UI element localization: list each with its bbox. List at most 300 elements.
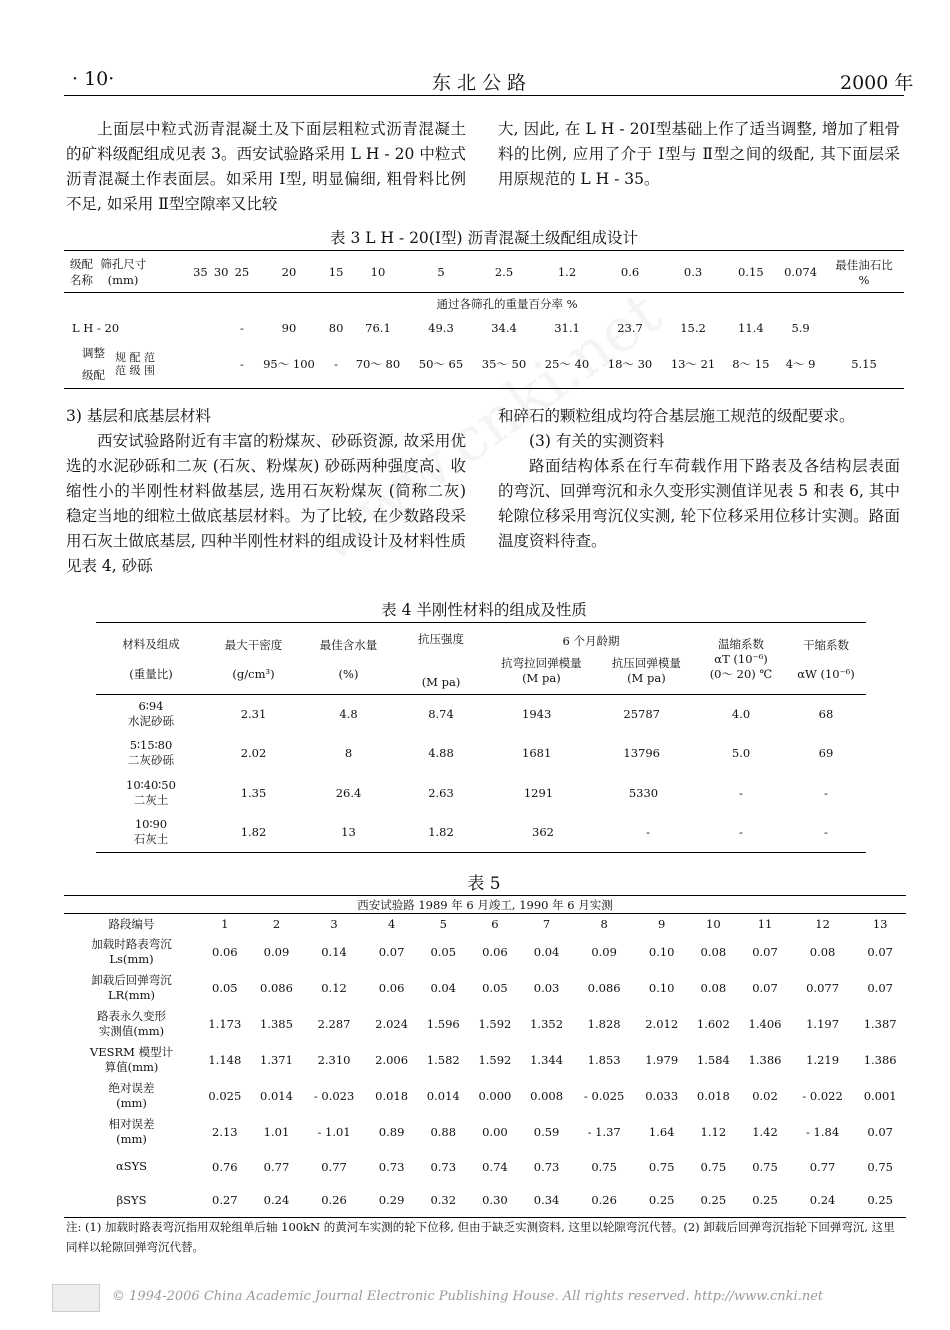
cell: 0.08 — [700, 944, 727, 959]
t5-row-label-line2: Ls(mm) — [109, 951, 154, 966]
t5-row-label-line1: 相对误差 — [108, 1116, 155, 1131]
t5-row-label-line2: LR(mm) — [107, 987, 156, 1002]
header-rule — [64, 95, 904, 96]
cell-pair — [486, 733, 696, 773]
t5-col-number: 11 — [757, 916, 773, 931]
t5-col-number: 4 — [387, 916, 396, 931]
cell: 8 — [344, 745, 353, 760]
t5-row-label — [64, 1006, 199, 1042]
ratio: 10∶90 — [134, 817, 168, 832]
t4-material: 材料及组成 — [122, 636, 180, 651]
cell: - — [739, 785, 743, 800]
cell: 0.05 — [482, 980, 508, 995]
size-cell: 5 — [409, 251, 472, 293]
cell: 0.77 — [321, 1159, 347, 1174]
t5-head-label: 路段编号 — [108, 916, 155, 931]
cell: 0.025 — [208, 1088, 242, 1103]
t5-row-label-line2: 实测值(mm) — [98, 1023, 165, 1038]
best-oil-label: 最佳油石比 — [835, 257, 893, 272]
cell: - 0.025 — [583, 1088, 625, 1103]
t4-six-month-head — [486, 623, 696, 695]
t5-col-number: 3 — [330, 916, 338, 931]
t4-row-label — [96, 813, 206, 853]
intro-left-text: 上面层中粒式沥青混凝土及下面层粗粒式沥青混凝土的矿料级配组成见表 3。西安试验路采用 L H - 20 中粒式沥青混凝土作表面层。如采用 Ⅰ型, 明显偏细, 粗骨料比例不足, 如采用 Ⅱ型空隙率又比较 — [66, 120, 466, 213]
cell: 4.8 — [339, 706, 358, 721]
cell: 1.352 — [530, 1016, 564, 1031]
size-cell: 20 — [252, 251, 325, 293]
t5-row-label — [64, 1184, 199, 1218]
t5-row-label-line1: βSYS — [116, 1192, 147, 1207]
best-oil-header — [824, 251, 904, 293]
cell: 0.09 — [263, 944, 290, 959]
cell: 0.74 — [482, 1159, 508, 1174]
table4 — [96, 622, 866, 853]
cell: 0.000 — [478, 1088, 512, 1103]
cell: - — [239, 320, 244, 335]
cell: 0.76 — [212, 1159, 238, 1174]
cell — [211, 341, 232, 389]
t4-temp: 温缩系数 — [718, 636, 764, 651]
cell: 90 — [281, 320, 297, 335]
t4-moisture-head — [301, 623, 396, 695]
table-row — [64, 934, 906, 970]
t4-temp-sym: αT (10⁻⁶) — [714, 651, 768, 666]
cell: 0.24 — [263, 1193, 290, 1208]
cell: 1.386 — [748, 1052, 782, 1067]
table5-subtitle: 西安试验路 1989 年 6 月竣工, 1990 年 6 月实测 — [64, 896, 906, 914]
corner-d: (mm) — [107, 272, 139, 287]
t4-moisture-unit: (%) — [338, 666, 359, 681]
t4-material-head — [96, 623, 206, 695]
intro-left — [66, 117, 466, 217]
cell: 0.26 — [591, 1193, 617, 1208]
cell: 1.979 — [645, 1052, 679, 1067]
size-cell: 15 — [326, 251, 347, 293]
cell: 1.197 — [806, 1016, 840, 1031]
t4-compressive-head — [396, 623, 486, 695]
cell: 0.75 — [867, 1159, 893, 1174]
cell: 5.0 — [731, 745, 751, 760]
table-row — [64, 914, 906, 934]
cell: 15.2 — [680, 320, 706, 335]
t5-row-label-line2: (mm) — [116, 1095, 147, 1110]
note-text: 注: (1) 加载时路表弯沉指用双轮组单后轴 100kN 的黄河车实测的轮下位移, 但由于缺乏实测资料, 这里以轮隙弯沉代替。(2) 卸载后回弹弯沉指轮下回弹弯沉, 这里同样以轮隙回弹弯沉代替。 — [66, 1220, 895, 1254]
cell: 1.148 — [208, 1052, 242, 1067]
t5-row-label-line1: 绝对误差 — [108, 1080, 155, 1095]
t4-row-label — [96, 695, 206, 733]
table-row — [64, 1078, 906, 1114]
t5-row-label — [64, 1042, 199, 1078]
table3-caption: 表 3 L H - 20(Ⅰ型) 沥青混凝土级配组成设计 — [330, 229, 638, 247]
cell-pair — [486, 813, 696, 853]
size-cell: 10 — [346, 251, 409, 293]
cell: 2.012 — [645, 1016, 679, 1031]
t4-density-head — [206, 623, 301, 695]
cell: 4.0 — [731, 706, 751, 721]
cell: 1291 — [523, 785, 554, 800]
t5-col-number: 10 — [706, 916, 721, 931]
cell: 0.05 — [212, 980, 238, 995]
t5-row-label-line2: (mm) — [116, 1131, 147, 1146]
cell: 2.31 — [240, 706, 267, 721]
cell: 0.09 — [591, 944, 617, 959]
corner-a: 级配 — [70, 256, 93, 271]
size-cell: 0.6 — [599, 251, 662, 293]
cell: 70～ 80 — [355, 357, 401, 372]
cell: 0.014 — [426, 1088, 460, 1103]
ratio: 10∶40∶50 — [126, 777, 176, 792]
cell: 0.08 — [809, 944, 836, 959]
cell: 1.01 — [263, 1124, 290, 1139]
table3-corner — [64, 251, 190, 293]
cell: 0.077 — [806, 980, 840, 995]
t5-row-label — [64, 970, 199, 1006]
cell: 1.82 — [428, 825, 454, 840]
cell: 68 — [818, 706, 834, 721]
t4-compressive-unit: (M pa) — [421, 675, 461, 689]
cell: 5.9 — [791, 320, 810, 335]
cell: 13 — [341, 825, 356, 840]
material-name: 水泥砂砾 — [128, 713, 174, 728]
t5-col-number: 8 — [600, 916, 608, 931]
cell: 0.033 — [645, 1088, 679, 1103]
cell: 1943 — [522, 706, 552, 721]
cell: 0.10 — [648, 980, 675, 995]
cell: 95～ 100 — [263, 357, 315, 372]
cell: - — [646, 825, 650, 840]
cell: 0.086 — [587, 980, 621, 995]
cell: 0.77 — [263, 1159, 290, 1174]
table-row — [64, 1150, 906, 1184]
cell: 8.74 — [428, 706, 454, 721]
t4-material-sub: (重量比) — [129, 666, 173, 681]
cell: 1.387 — [863, 1016, 897, 1031]
pass-label: 通过各筛孔的重量百分率 % — [436, 296, 578, 311]
t5-col-number: 13 — [872, 916, 888, 931]
cell: 76.1 — [365, 320, 391, 335]
section-right-p1: 和碎石的颗粒组成均符合基层施工规范的级配要求。 — [498, 407, 855, 425]
cell: 0.03 — [533, 980, 560, 995]
cell: 13～ 21 — [670, 357, 716, 372]
cell: 1.386 — [863, 1052, 897, 1067]
cell: 0.02 — [752, 1088, 778, 1103]
cell: 0.07 — [867, 980, 893, 995]
cell: 0.73 — [430, 1159, 457, 1174]
cell: 1.406 — [748, 1016, 782, 1031]
cell: 8～ 15 — [732, 357, 770, 372]
t4-density-unit: (g/cm³) — [232, 666, 275, 681]
cell: 0.88 — [430, 1124, 457, 1139]
cell: 2.310 — [317, 1052, 351, 1067]
t5-row-label — [64, 1150, 199, 1184]
journal-name: 东 北 公 路 — [432, 72, 527, 94]
table-row — [96, 773, 866, 813]
t4-comp-mod-unit: (M pa) — [627, 670, 666, 685]
cell: - 1.37 — [587, 1124, 621, 1139]
cell: 1681 — [522, 745, 552, 760]
t5-row-label-line1: αSYS — [115, 1159, 148, 1173]
size-cell: 0.074 — [777, 251, 824, 293]
cell: 0.25 — [752, 1193, 778, 1208]
t5-row-label-line1: VESRM 模型计 — [89, 1044, 174, 1059]
cell: - 1.01 — [317, 1124, 351, 1139]
size-cell: 35 — [190, 251, 211, 293]
t5-col-number: 2 — [272, 916, 281, 931]
section-left-body: 西安试验路附近有丰富的粉煤灰、砂砾资源, 故采用优选的水泥砂砾和二灰 (石灰、粉煤灰) 砂砾两种强度高、收缩性小的半刚性材料做基层, 选用石灰粉煤灰 (简称二灰) 稳定当地的细粒土做底基层材料。为了比较, 在少数路段采用石灰土做底基层, 四种半刚性材料的组成设计及材料性质见表 4, 砂砾 — [66, 432, 466, 575]
row2-sub: 规 配 范 范 级 围 — [115, 351, 155, 378]
year: 2000 年 — [840, 72, 914, 94]
row2-label-b: 级配 — [82, 368, 105, 383]
table5-caption: 表 5 — [467, 874, 501, 894]
cell: 49.3 — [428, 320, 454, 335]
cell: 0.75 — [752, 1159, 778, 1174]
t4-dry: 干缩系数 — [803, 637, 849, 652]
t4-density: 最大干密度 — [224, 637, 283, 652]
cell-pair — [486, 773, 696, 813]
t4-flex-mod: 抗弯拉回弹模量 — [501, 655, 582, 670]
cell: 0.29 — [378, 1193, 405, 1208]
cell — [211, 315, 232, 341]
cell: - — [239, 357, 244, 372]
t4-temp-head — [696, 623, 786, 695]
size-cell: 1.2 — [536, 251, 599, 293]
cell: 34.4 — [491, 320, 517, 335]
t4-dry-head — [786, 623, 866, 695]
cell: 2.006 — [375, 1052, 409, 1067]
cell: 1.828 — [587, 1016, 621, 1031]
cell: 4.88 — [428, 745, 454, 760]
table-row — [64, 1184, 906, 1218]
cell: 0.25 — [867, 1193, 893, 1208]
cell: - 0.022 — [802, 1088, 843, 1103]
cell: - — [739, 825, 743, 840]
cell: 0.24 — [809, 1193, 836, 1208]
cell: 1.584 — [696, 1052, 730, 1067]
cell: 0.77 — [809, 1159, 836, 1174]
size-cell: 2.5 — [472, 251, 535, 293]
cell: 0.086 — [260, 980, 293, 995]
table-row — [64, 315, 904, 341]
cell: 11.4 — [738, 320, 764, 335]
t5-col-number: 6 — [491, 916, 499, 931]
cell: 1.371 — [260, 1052, 293, 1067]
cell: 0.07 — [752, 980, 778, 995]
cell: 1.853 — [587, 1052, 621, 1067]
t4-row-label — [96, 773, 206, 813]
section-right-p2: 路面结构体系在行车荷载作用下路表及各结构层表面的弯沉、回弹弯沉和永久变形实测值详见表 5 和表 6, 其中轮隙位移采用弯沉仪实测, 轮下位移采用位移计实测。路面温度资料待查。 — [498, 457, 900, 550]
t5-row-label — [64, 1078, 199, 1114]
cell: 1.344 — [530, 1052, 564, 1067]
intro-right — [498, 117, 900, 192]
cell: 1.82 — [240, 825, 267, 840]
table-row — [64, 1006, 906, 1042]
cell: 1.219 — [806, 1052, 840, 1067]
table-row — [64, 1114, 906, 1150]
cell: 25～ 40 — [544, 357, 590, 372]
corner-b: 筛孔尺寸 — [100, 256, 147, 271]
cnki-logo — [52, 1284, 100, 1312]
cell — [190, 341, 211, 389]
cell: 0.89 — [378, 1124, 405, 1139]
cell: - 0.023 — [313, 1088, 355, 1103]
cell: 2.287 — [317, 1016, 351, 1031]
cell: 0.25 — [648, 1193, 675, 1208]
copyright-footer: © 1994-2006 China Academic Journal Electronic Publishing House. All rights reserved. http://www.cnki.net — [112, 1289, 824, 1304]
section-right — [498, 404, 900, 554]
cell: 0.04 — [533, 944, 560, 959]
table-row — [64, 341, 904, 389]
cell: 0.00 — [482, 1124, 508, 1139]
cell: 0.73 — [533, 1159, 560, 1174]
ratio: 6∶94 — [138, 698, 164, 713]
table-row — [96, 733, 866, 773]
t4-dry-sym: αW (10⁻⁶) — [797, 666, 855, 681]
cell: 0.26 — [321, 1193, 347, 1208]
best-oil-unit: % — [858, 272, 870, 287]
material-name: 二灰砂砾 — [128, 752, 174, 767]
t5-col-number: 1 — [221, 916, 229, 931]
t5-row-label-line1: 加载时路表弯沉 — [91, 936, 172, 951]
t4-moisture: 最佳含水量 — [319, 637, 378, 652]
cell: 80 — [328, 320, 344, 335]
table-row — [96, 695, 866, 733]
cell: 0.001 — [863, 1088, 897, 1103]
corner-c: 名称 — [70, 272, 93, 287]
cell: 0.75 — [648, 1159, 675, 1174]
cell: 0.008 — [530, 1088, 564, 1103]
t5-row-label-line1: 卸载后回弹弯沉 — [91, 972, 172, 987]
size-cell: 0.15 — [725, 251, 778, 293]
cell: 1.582 — [426, 1052, 460, 1067]
t5-col-number: 7 — [542, 916, 551, 931]
table5 — [64, 895, 906, 1218]
cell: 0.06 — [378, 980, 405, 995]
cell: 1.35 — [240, 785, 267, 800]
cell: 0.30 — [482, 1193, 508, 1208]
cell: 0.018 — [375, 1088, 409, 1103]
row-label — [64, 341, 190, 389]
cell: 0.06 — [212, 944, 238, 959]
cell: 50～ 65 — [418, 357, 464, 372]
t5-row-label-line2: 算值(mm) — [104, 1059, 159, 1074]
cell: 0.04 — [430, 980, 457, 995]
t4-comp-mod: 抗压回弹模量 — [611, 655, 681, 670]
cell: 0.14 — [321, 944, 347, 959]
size-cell: 30 — [211, 251, 232, 293]
cell: 1.592 — [478, 1052, 512, 1067]
size-cell: 25 — [232, 251, 253, 293]
t5-row-label-line1: 路表永久变形 — [97, 1008, 166, 1023]
cell: 0.014 — [260, 1088, 293, 1103]
cell: 0.75 — [700, 1159, 727, 1174]
cell: 25787 — [623, 706, 660, 721]
cell-pair — [486, 695, 696, 733]
cell: - 1.84 — [806, 1124, 840, 1139]
cell: 0.75 — [591, 1159, 617, 1174]
t4-compressive: 抗压强度 — [418, 632, 464, 646]
cell: 0.05 — [430, 944, 457, 959]
cell: 0.32 — [430, 1193, 457, 1208]
cell: 26.4 — [335, 785, 362, 800]
section-right-heading: (3) 有关的实测资料 — [529, 432, 665, 450]
t5-col-number: 5 — [439, 916, 447, 931]
t5-row-label — [64, 934, 199, 970]
cell: 1.385 — [260, 1016, 293, 1031]
cell: 0.10 — [648, 944, 675, 959]
cell: 0.07 — [378, 944, 405, 959]
cell: 0.34 — [533, 1193, 560, 1208]
table-row — [96, 813, 866, 853]
page-number: · 10· — [72, 68, 115, 90]
t4-temp-range: (0～ 20) ℃ — [709, 666, 773, 681]
cell: 2.02 — [240, 745, 267, 760]
t4-six-month: 6 个月龄期 — [562, 633, 620, 648]
cell: 1.173 — [208, 1016, 242, 1031]
table4-caption: 表 4 半刚性材料的组成及性质 — [381, 601, 587, 619]
cell: - — [824, 785, 828, 800]
cell: 4～ 9 — [785, 357, 816, 372]
table-note — [66, 1217, 902, 1257]
cell: 31.1 — [554, 320, 580, 335]
row-label: L H - 20 — [72, 320, 120, 335]
t5-row-label — [64, 1114, 199, 1150]
t5-col-number: 12 — [815, 916, 830, 931]
cell: 0.07 — [752, 944, 778, 959]
cell: 2.024 — [375, 1016, 409, 1031]
ratio: 5∶15∶80 — [129, 737, 173, 752]
cell: - — [824, 825, 828, 840]
material-name: 二灰土 — [133, 792, 169, 807]
cell: 1.602 — [696, 1016, 730, 1031]
cell: 1.592 — [478, 1016, 512, 1031]
table-row — [64, 970, 906, 1006]
row2-label-a: 调整 — [82, 346, 105, 361]
cell: 1.596 — [426, 1016, 460, 1031]
cell: 18～ 30 — [607, 357, 653, 372]
material-name: 石灰土 — [133, 832, 169, 847]
cell: 23.7 — [617, 320, 643, 335]
cell: 0.018 — [696, 1088, 730, 1103]
table-row — [64, 1042, 906, 1078]
cell: 2.13 — [212, 1124, 238, 1139]
cell: 0.59 — [533, 1124, 560, 1139]
cell: 2.63 — [428, 785, 454, 800]
cell: 13796 — [623, 745, 660, 760]
cell: 0.27 — [212, 1193, 238, 1208]
cell — [190, 315, 211, 341]
cell: 0.06 — [482, 944, 508, 959]
t5-col-number: 9 — [658, 916, 666, 931]
cell: 0.07 — [867, 1124, 893, 1139]
size-cell: 0.3 — [662, 251, 725, 293]
section-left-heading: 3) 基层和底基层材料 — [66, 407, 211, 425]
cell: 1.64 — [648, 1124, 675, 1139]
cell: 362 — [532, 825, 554, 840]
cell: 69 — [818, 745, 834, 760]
oil-value: 5.15 — [851, 357, 877, 372]
t4-row-label — [96, 733, 206, 773]
cell: 0.25 — [700, 1193, 727, 1208]
cell: 0.08 — [700, 980, 727, 995]
table3 — [64, 250, 904, 389]
intro-right-text: 大, 因此, 在 L H - 20Ⅰ型基础上作了适当调整, 增加了粗骨料的比例, 应用了介于 Ⅰ型与 Ⅱ型之间的级配, 其下面层采用原规范的 L H - 35。 — [498, 120, 900, 188]
section-left — [66, 404, 466, 579]
cell: 1.12 — [700, 1124, 727, 1139]
cell: 0.73 — [378, 1159, 405, 1174]
cell: 0.07 — [867, 944, 893, 959]
cell: 35～ 50 — [481, 357, 527, 372]
cell: 0.12 — [321, 980, 347, 995]
